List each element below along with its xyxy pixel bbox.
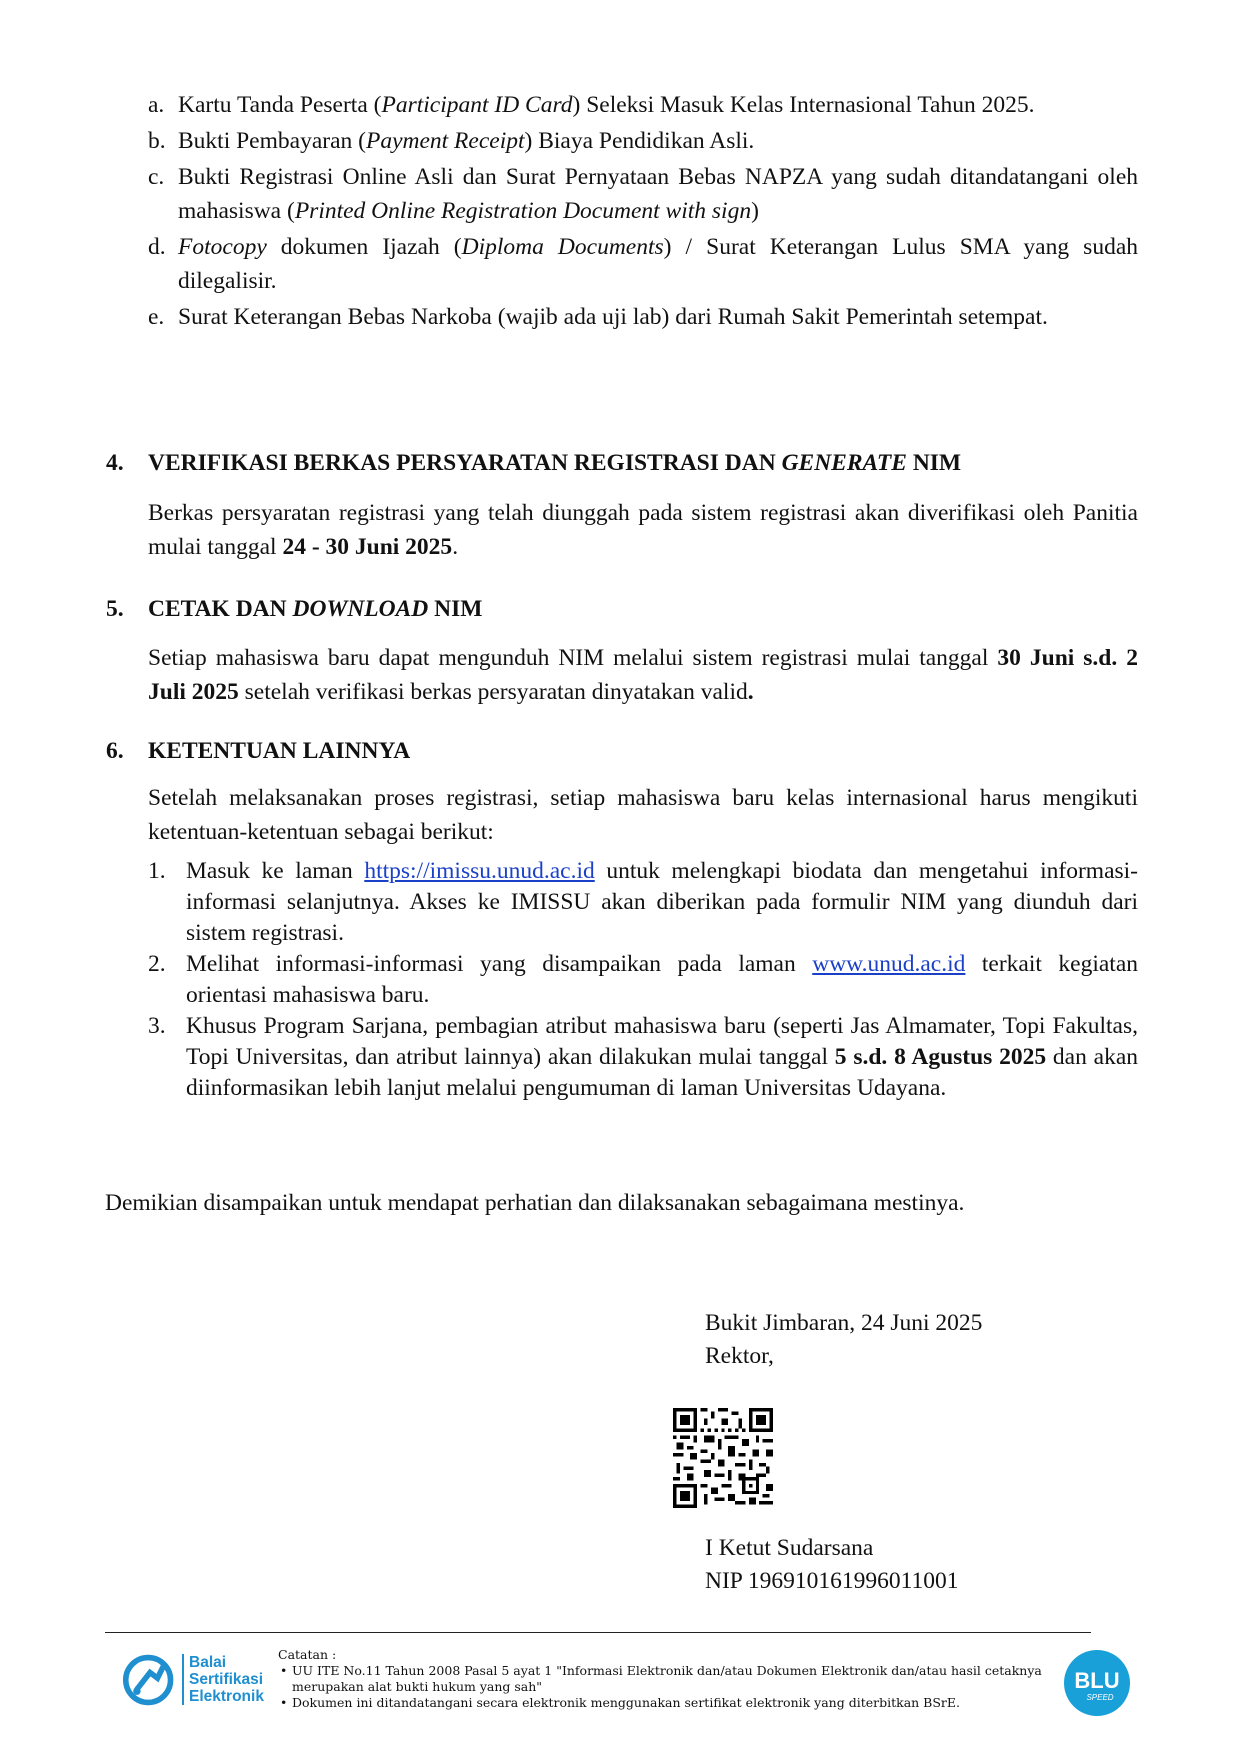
section-4-body: Berkas persyaratan registrasi yang telah diunggah pada sistem registrasi akan diverifikasi oleh Panitia mulai tanggal 24 - 30 Juni 2025. xyxy=(148,500,1138,560)
footer-divider xyxy=(105,1632,1091,1633)
signature-position: Rektor, xyxy=(705,1343,774,1369)
list-marker: 2. xyxy=(148,951,166,977)
section-4-heading: 4. VERIFIKASI BERKAS PERSYARATAN REGISTRASI DAN GENERATE NIM xyxy=(106,450,962,476)
list-item: b. Bukti Pembayaran (Payment Receipt) Biaya Pendidikan Asli. xyxy=(148,124,1138,158)
list-item: a. Kartu Tanda Peserta (Participant ID Card) Seleksi Masuk Kelas Internasional Tahun 2025. xyxy=(148,88,1138,122)
qr-code-icon xyxy=(673,1408,773,1508)
list-item: 1. Masuk ke laman https://imissu.unud.ac.id untuk melengkapi biodata dan mengetahui informasi-informasi selanjutnya. Akses ke IMISSU akan diberikan pada formulir NIM yang diunduh dari sistem registrasi. xyxy=(148,858,1138,946)
signatory-nip: NIP 196910161996011001 xyxy=(705,1568,959,1594)
list-marker: b. xyxy=(148,128,166,154)
list-marker: 1. xyxy=(148,858,166,884)
section-5-body: Setiap mahasiswa baru dapat mengunduh NIM melalui sistem registrasi mulai tanggal 30 Juni s.d. 2 Juli 2025 setelah verifikasi berkas persyaratan dinyatakan valid. xyxy=(148,645,1138,705)
list-item: 3. Khusus Program Sarjana, pembagian atribut mahasiswa baru (seperti Jas Almamater, Topi Fakultas, Topi Universitas, dan atribut lainnya) akan dilakukan mulai tanggal 5 s.d. 8 Agustus 2025 dan akan diinformasikan lebih lanjut melalui pengumuman di laman Universitas Udayana. xyxy=(148,1013,1139,1101)
footer-notes xyxy=(278,1647,1068,1711)
footer-note-item: • Dokumen ini ditandatangani secara elektronik menggunakan sertifikat elektronik yang diterbitkan BSrE. xyxy=(280,1695,960,1710)
imissu-link[interactable]: https://imissu.unud.ac.id xyxy=(364,858,595,884)
footer-note-item: • UU ITE No.11 Tahun 2008 Pasal 5 ayat 1 "Informasi Elektronik dan/atau Dokumen Elektronik dan/atau hasil cetaknya merupakan alat bukti hukum yang sah" xyxy=(280,1663,1042,1694)
list-item: c. Bukti Registrasi Online Asli dan Surat Pernyataan Bebas NAPZA yang sudah ditandatangani oleh mahasiswa (Printed Online Registration Document with sign) xyxy=(148,160,1138,228)
svg-text:BLU: BLU xyxy=(1074,1668,1120,1693)
svg-text:SPEED: SPEED xyxy=(1086,1693,1114,1702)
list-marker: a. xyxy=(148,92,165,118)
list-marker: 3. xyxy=(148,1013,166,1039)
section-6-intro: Setelah melaksanakan proses registrasi, setiap mahasiswa baru kelas internasional harus mengikuti ketentuan-ketentuan sebagai berikut: xyxy=(148,785,1138,845)
catatan-label: Catatan : xyxy=(278,1647,337,1662)
list-item: e. Surat Keterangan Bebas Narkoba (wajib ada uji lab) dari Rumah Sakit Pemerintah setempat. xyxy=(148,300,1138,334)
list-item: d. Fotocopy dokumen Ijazah (Diploma Documents) / Surat Keterangan Lulus SMA yang sudah dilegalisir. xyxy=(148,230,1138,298)
list-marker: c. xyxy=(148,164,165,190)
list-item: 2. Melihat informasi-informasi yang disampaikan pada laman www.unud.ac.id terkait kegiatan orientasi mahasiswa baru. xyxy=(148,951,1138,1008)
signature-place-date: Bukit Jimbaran, 24 Juni 2025 xyxy=(705,1310,983,1336)
blu-speed-logo-icon xyxy=(1062,1648,1132,1718)
unud-link[interactable]: www.unud.ac.id xyxy=(812,951,966,977)
list-marker: d. xyxy=(148,234,166,260)
section-5-heading: 5. CETAK DAN DOWNLOAD NIM xyxy=(106,596,483,622)
closing-statement: Demikian disampaikan untuk mendapat perhatian dan dilaksanakan sebagaimana mestinya. xyxy=(105,1190,965,1216)
bsre-logo-icon xyxy=(122,1652,178,1708)
requirements-list xyxy=(148,88,1138,336)
section-6-list xyxy=(148,856,1138,1104)
signatory-name: I Ketut Sudarsana xyxy=(705,1535,874,1561)
bsre-wordmark: Balai Sertifikasi Elektronik xyxy=(182,1654,264,1705)
list-marker: e. xyxy=(148,304,165,330)
section-6-heading: 6. KETENTUAN LAINNYA xyxy=(106,738,411,764)
